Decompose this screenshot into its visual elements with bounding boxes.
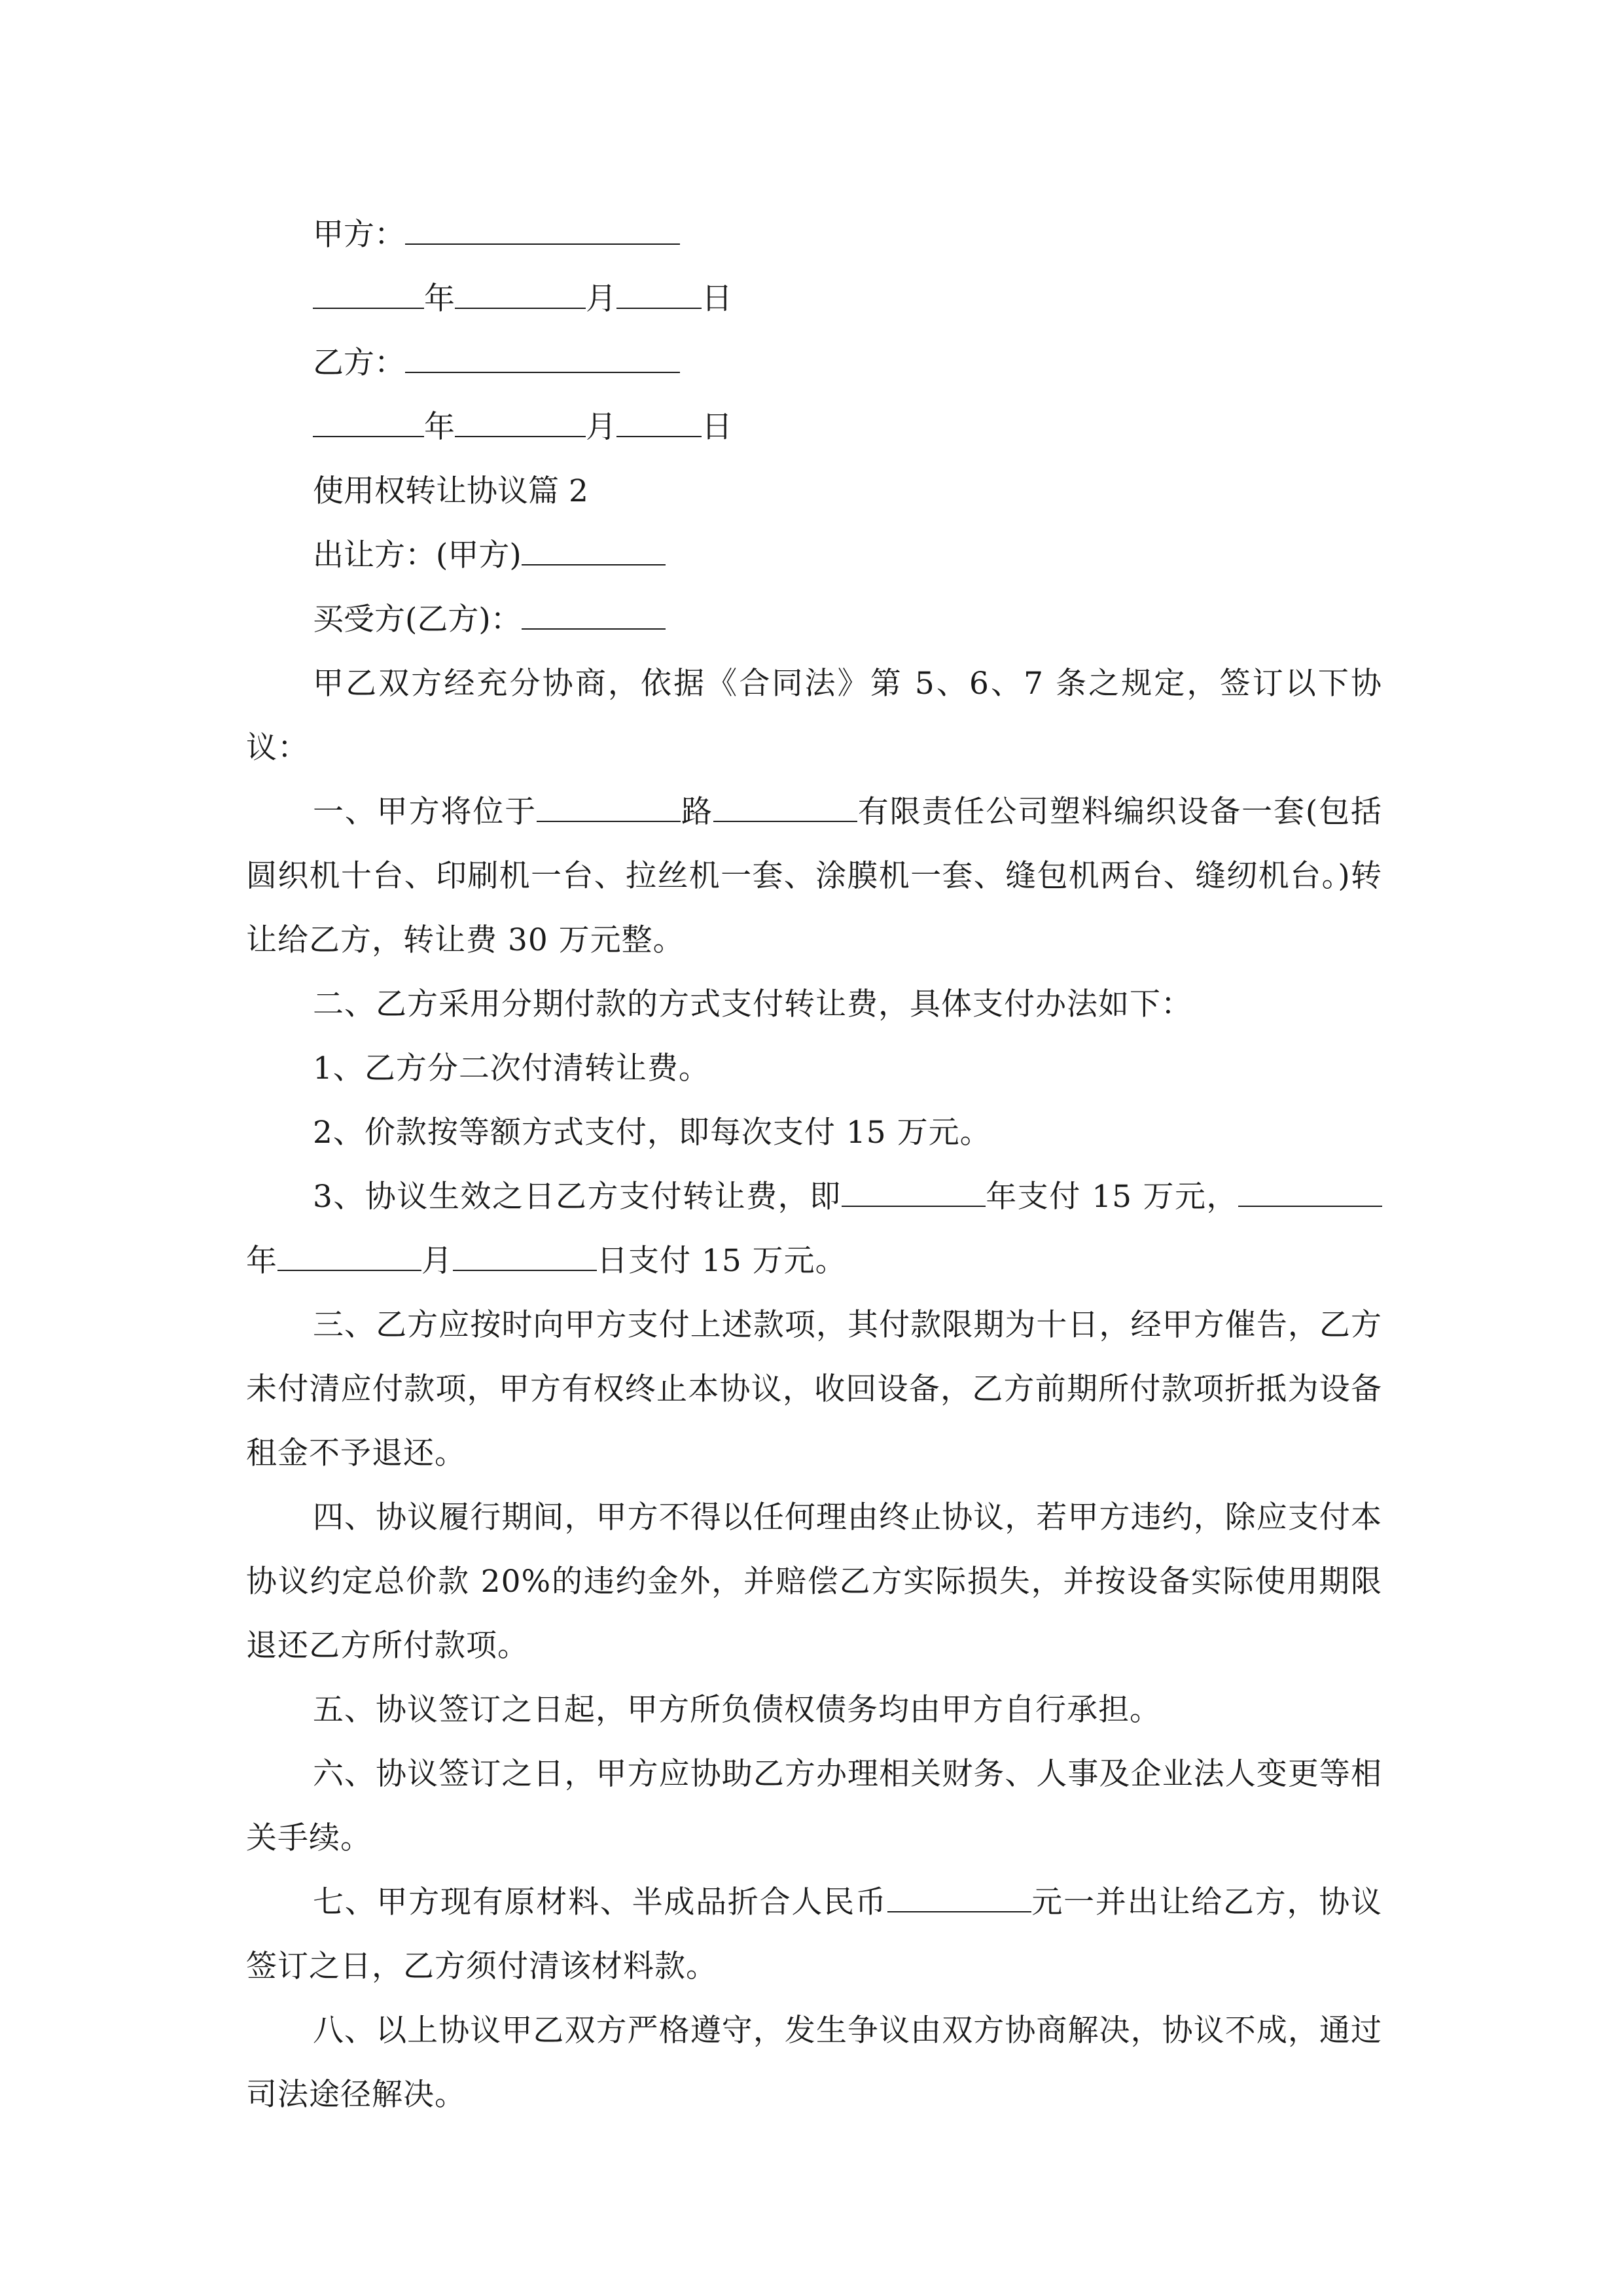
- section-title: 使用权转让协议篇 2: [313, 473, 588, 509]
- seller-line: [246, 524, 1382, 588]
- day-blank: [616, 281, 702, 309]
- clause-7-part-a: 七、甲方现有原材料、半成品折合人民币: [313, 1884, 887, 1920]
- rmb-amount-blank: [887, 1885, 1031, 1912]
- party-a-label: 甲方：: [313, 217, 405, 253]
- year-blank: [313, 281, 424, 309]
- payment-item-1: 1、乙方分二次付清转让费。: [313, 1050, 710, 1086]
- clause-6: 六、协议签订之日，甲方应协助乙方办理相关财务、人事及企业法人变更等相关手续。: [246, 1756, 1382, 1856]
- month-label: 月: [586, 409, 616, 445]
- clause-3: 三、乙方应按时向甲方支付上述款项，其付款限期为十日，经甲方催告，乙方未付清应付款项，甲方有权终止本协议，收回设备，乙方前期所付款项折抵为设备租金不予退还。: [246, 1307, 1382, 1471]
- seller-label: 出让方：(甲方): [313, 537, 522, 573]
- clause-7-part-b: 元一并出让给乙方，协议签订之日，乙方须付清该材料款。: [246, 1884, 1383, 1984]
- party-b-blank: [405, 346, 680, 373]
- second-year-blank: [1238, 1179, 1382, 1207]
- clause-7: [246, 1871, 1382, 1999]
- month-blank: [455, 410, 586, 437]
- clause-1-part-c: 有限责任公司塑料编织设备一套(包括圆织机十台、印刷机一台、拉丝机一套、涂膜机一套、缝包机两台、缝纫机台。)转让给乙方，转让费 30 万元整。: [246, 794, 1383, 958]
- clause-1: [246, 780, 1382, 973]
- item-3-part-a: 3、协议生效之日乙方支付转让费，即: [313, 1179, 842, 1215]
- intro-paragraph: 甲乙双方经充分协商，依据《合同法》第 5、6、7 条之规定，签订以下协议：: [246, 666, 1382, 766]
- road-blank: [537, 795, 681, 822]
- clause-5: 五、协议签订之日起，甲方所负债权债务均由甲方自行承担。: [313, 1692, 1161, 1728]
- clause-4: 四、协议履行期间，甲方不得以任何理由终止协议，若甲方违约，除应支付本协议约定总价款 20%的违约金外，并赔偿乙方实际损失，并按设备实际使用期限退还乙方所付款项。: [246, 1499, 1382, 1664]
- item-3-part-c: 年: [246, 1243, 277, 1279]
- buyer-label: 买受方(乙方)：: [313, 601, 522, 637]
- party-a-signature-line: [246, 203, 1382, 267]
- item-3-part-d: 月: [421, 1243, 453, 1279]
- buyer-line: [246, 588, 1382, 652]
- party-b-signature-line: [246, 331, 1382, 395]
- second-month-blank: [277, 1244, 421, 1271]
- party-b-date-line: [246, 395, 1382, 459]
- clause-1-part-a: 一、甲方将位于: [313, 794, 537, 830]
- party-a-blank: [405, 217, 680, 245]
- seller-blank: [522, 538, 666, 565]
- month-blank: [455, 281, 586, 309]
- item-3-part-b: 年支付 15 万元，: [985, 1179, 1238, 1215]
- day-label: 日: [702, 281, 732, 317]
- year-label: 年: [424, 409, 455, 445]
- item-3-part-e: 日支付 15 万元。: [597, 1243, 847, 1279]
- clause-2: 二、乙方采用分期付款的方式支付转让费，具体支付办法如下：: [313, 986, 1192, 1022]
- month-label: 月: [586, 281, 616, 317]
- year-blank: [313, 410, 424, 437]
- day-blank: [616, 410, 702, 437]
- document-page: [246, 203, 1382, 2127]
- year-label: 年: [424, 281, 455, 317]
- payment-item-2: 2、价款按等额方式支付，即每次支付 15 万元。: [313, 1115, 991, 1151]
- company-blank: [713, 795, 857, 822]
- clause-8: 八、以上协议甲乙双方严格遵守，发生争议由双方协商解决，协议不成，通过司法途径解决。: [246, 2013, 1382, 2113]
- payment-item-3: [246, 1165, 1382, 1293]
- day-label: 日: [702, 409, 732, 445]
- party-a-date-line: [246, 267, 1382, 331]
- party-b-label: 乙方：: [313, 345, 405, 381]
- clause-1-part-b: 路: [681, 794, 713, 830]
- buyer-blank: [522, 602, 666, 630]
- second-day-blank: [453, 1244, 597, 1271]
- first-year-blank: [842, 1179, 986, 1207]
